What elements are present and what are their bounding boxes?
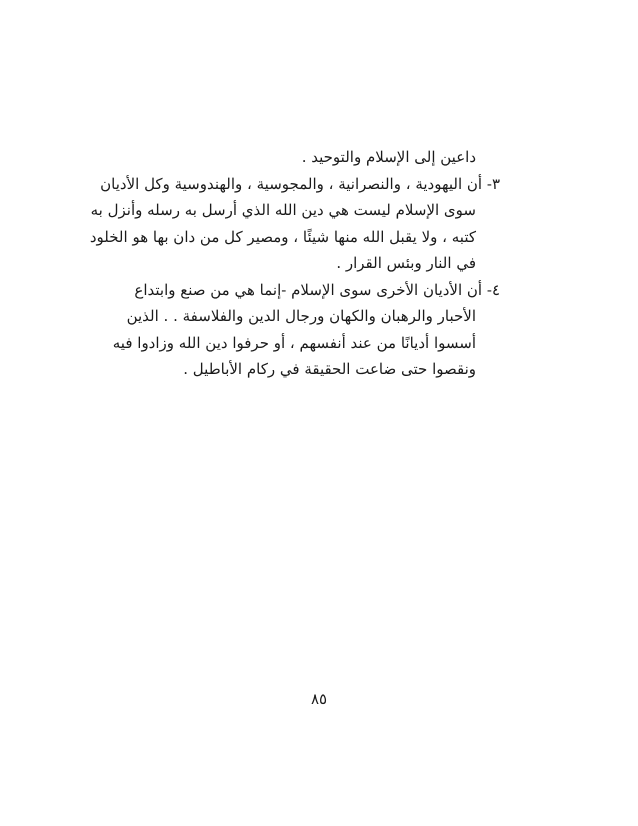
text-line: ٤- أن الأديان الأخرى سوى الإسلام -إنما هي من صنع وابتداع xyxy=(134,280,500,299)
text-line: الأحبار والرهبان والكهان ورجال الدين والفلاسفة . . الذين xyxy=(126,307,476,325)
text-line: سوى الإسلام ليست هي دين الله الذي أرسل به رسله وأنزل به xyxy=(90,201,476,219)
text-line: ٣- أن اليهودية ، والنصرانية ، والمجوسية ، والهندوسية وكل الأديان xyxy=(100,174,500,193)
body-text xyxy=(89,144,500,383)
text-line: داعين إلى الإسلام والتوحيد . xyxy=(301,148,476,166)
text-line: أسسوا أديانًا من عند أنفسهم ، أو حرفوا دين الله وزادوا فيه xyxy=(112,333,476,352)
text-line: ونقصوا حتى ضاعت الحقيقة في ركام الأباطيل . xyxy=(183,360,476,378)
text-line: كتبه ، ولا يقبل الله منها شيئًا ، ومصير كل من دان بها هو الخلود xyxy=(89,227,476,246)
text-line: في النار وبئس القرار . xyxy=(336,254,476,272)
page-number: ٨٥ xyxy=(310,690,328,708)
